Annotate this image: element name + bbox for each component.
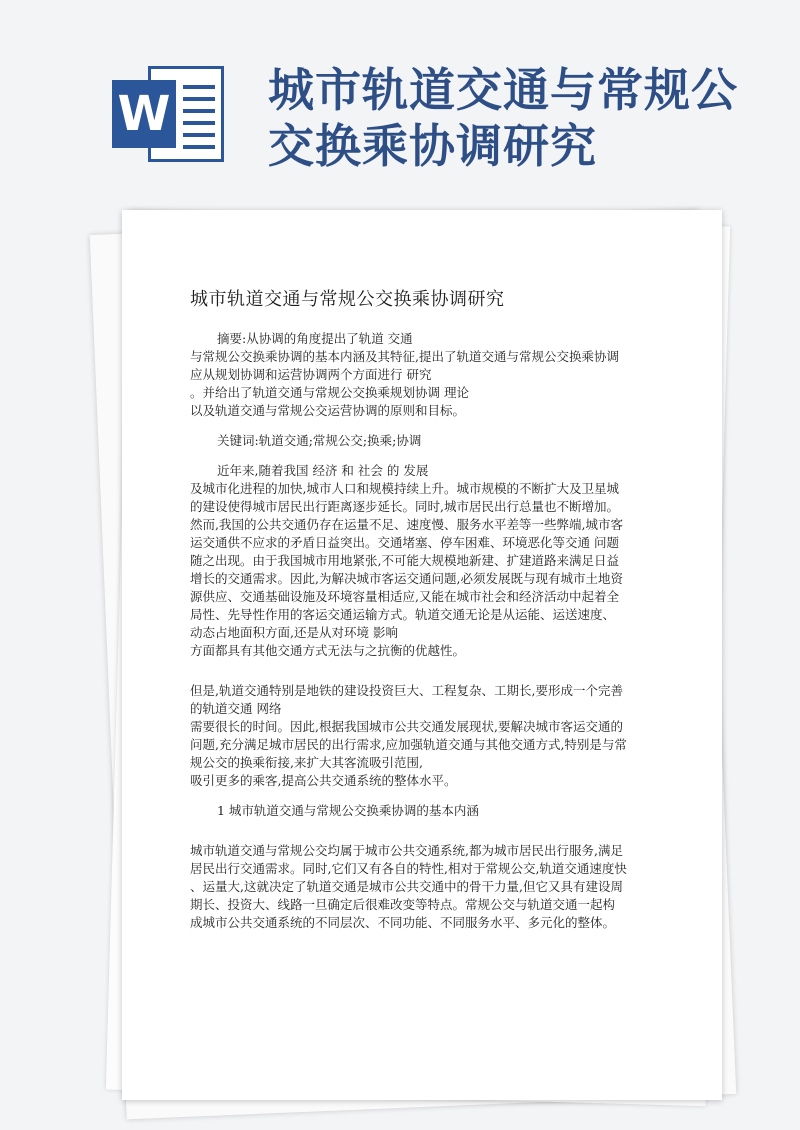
body-line: 但是,轨道交通特别是地铁的建设投资巨大、工程复杂、工期长,要形成一个完善 [190, 683, 623, 698]
body-line: 以及轨道交通与常规公交运营协调的原则和目标。 [190, 403, 466, 418]
page-title [268, 62, 748, 174]
body-line: 期长、投资大、线路一旦确定后很难改变等特点。常规公交与轨道交通一起构 [190, 897, 616, 912]
body-line: 与常规公交换乘协调的基本内涵及其特征,提出了轨道交通与常规公交换乘协调 [190, 349, 619, 364]
body-line: 及城市化进程的加快,城市人口和规模持续上升。城市规模的不断扩大及卫星城 [190, 481, 619, 496]
body-line: 方面都具有其他交通方式无法与之抗衡的优越性。 [190, 643, 466, 658]
body-line: 运交通供不应求的矛盾日益突出。交通堵塞、停车困难、环境恶化等交通 问题 [190, 535, 619, 550]
body-line: 规公交的换乘衔接,来扩大其客流吸引范围, [190, 755, 423, 770]
page-title-line-2: 交换乘协调研究 [268, 119, 597, 173]
body-line: 动态占地面积方面,还是从对环境 影响 [190, 625, 398, 640]
body-line: 近年来,随着我国 经济 和 社会 的 发展 [217, 463, 429, 478]
body-line: 摘要:从协调的角度提出了轨道 交通 [217, 331, 413, 346]
body-line: 、运量大,这就决定了轨道交通是城市公共交通中的骨干力量,但它又具有建设周 [190, 879, 623, 894]
word-document-icon [112, 66, 224, 162]
body-line: 居民出行交通需求。同时,它们又有各自的特性,相对于常规公交,轨道交通速度快 [190, 861, 627, 876]
body-line: 应从规划协调和运营协调两个方面进行 研究 [190, 367, 432, 382]
word-logo-badge: W [112, 80, 176, 148]
document-title: 城市轨道交通与常规公交换乘协调研究 [190, 289, 505, 310]
body-line: 问题,充分满足城市居民的出行需求,应加强轨道交通与其他交通方式,特别是与常 [190, 737, 627, 752]
page-title-line-1: 城市轨道交通与常规公 [268, 63, 738, 117]
body-line: 吸引更多的乘客,提高公共交通系统的整体水平。 [190, 773, 457, 788]
body-line: 源供应、交通基础设施及环境容量相适应,又能在城市社会和经济活动中起着全 [190, 589, 619, 604]
document-body [190, 330, 645, 932]
body-line: 需要很长的时间。因此,根据我国城市公共交通发展现状,要解决城市客运交通的 [190, 719, 623, 734]
keywords-line: 关键词:轨道交通;常规公交;换乘;协调 [217, 433, 422, 448]
body-line: 城市轨道交通与常规公交均属于城市公共交通系统,都为城市居民出行服务,满足 [190, 843, 623, 858]
body-line: 然而,我国的公共交通仍存在运量不足、速度慢、服务水平差等一些弊端,城市客 [190, 517, 623, 532]
body-line: 成城市公共交通系统的不同层次、不同功能、不同服务水平、多元化的整体。 [190, 915, 616, 930]
body-line: 增长的交通需求。因此,为解决城市客运交通问题,必须发展既与现有城市土地资 [190, 571, 623, 586]
section-heading: 1 城市轨道交通与常规公交换乘协调的基本内涵 [217, 803, 479, 818]
body-line: 随之出现。由于我国城市用地紧张,不可能大规模地新建、扩建道路来满足日益 [190, 553, 619, 568]
header-banner [0, 0, 800, 200]
body-line: 。并给出了轨道交通与常规公交换乘规划协调 理论 [190, 385, 469, 400]
body-line: 的轨道交通 网络 [190, 701, 282, 716]
body-line: 局性、先导性作用的客运交通运输方式。轨道交通无论是从运能、运送速度、 [190, 607, 616, 622]
body-line: 的建设使得城市居民出行距离逐步延长。同时,城市居民出行总量也不断增加。 [190, 499, 619, 514]
